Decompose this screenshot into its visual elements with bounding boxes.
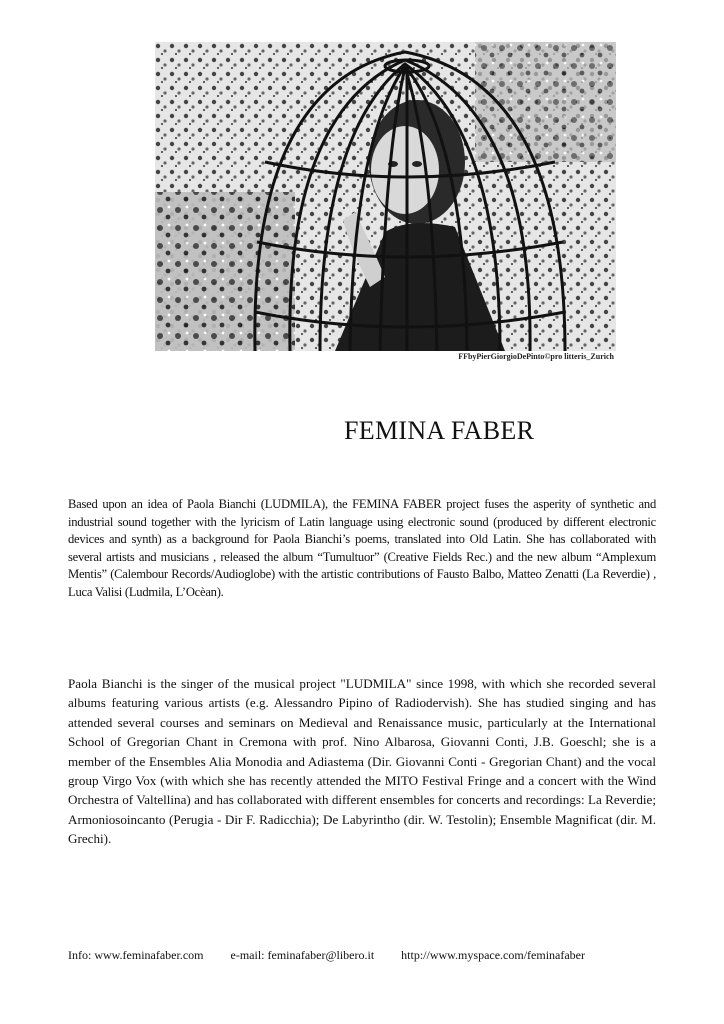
photo-woman-in-cage	[155, 42, 616, 351]
birdcage-photo-illustration	[155, 42, 616, 351]
footer-contacts	[68, 948, 585, 963]
bio-paragraph: Paola Bianchi is the singer of the musical project "LUDMILA" since 1998, with which she recorded several albums featuring various artists (e.g. Alessandro Pipino of Radiodervish). She has studied singing and has attended several courses and seminars on Medieval and Renaissance music, particularly at the International School of Gregorian Chant in Cremona with prof. Nino Albarosa, Giovanni Conti, J.B. Goeschl; she is a member of the Ensembles Alia Monodia and Adiastema (Dir. Giovanni Conti - Gregorian Chant) and the vocal group Virgo Vox (with which she has recently attended the MITO Festival Fringe and a concert with the Wind Orchestra of Valtellina) and has collaborated with different ensembles for concerts and recordings: La Reverdie; Armoniosoincanto (Perugia - Dir F. Radicchia); De Labyrintho (dir. W. Testolin); Ensemble Magnificat (dir. M. Grechi).	[68, 676, 656, 847]
footer-info-link[interactable]: Info: www.feminafaber.com	[68, 948, 204, 962]
photo-credit: FFbyPierGiorgioDePinto©pro litteris_Zurich	[458, 352, 614, 361]
page-title: FEMINA FABER	[344, 416, 535, 445]
intro-paragraph: Based upon an idea of Paola Bianchi (LUDMILA), the FEMINA FABER project fuses the asperity of synthetic and industrial sound together with the lyricism of Latin language using electronic sound (produced by different electronic devices and synth) as a background for Paola Bianchi’s poems, translated into Old Latin. She has collaborated with several artists and musicians , released the album “Tumultuor” (Creative Fields Rec.) and the new album “Amplexum Mentis” (Calembour Records/Audioglobe) with the artistic contributions of Fausto Balbo, Matteo Zenatti (La Reverdie) , Luca Valisi (Ludmila, L’Ocèan).	[68, 497, 656, 599]
footer-myspace-link[interactable]: http://www.myspace.com/feminafaber	[401, 948, 585, 962]
footer-email-link[interactable]: e-mail: feminafaber@libero.it	[230, 948, 375, 962]
